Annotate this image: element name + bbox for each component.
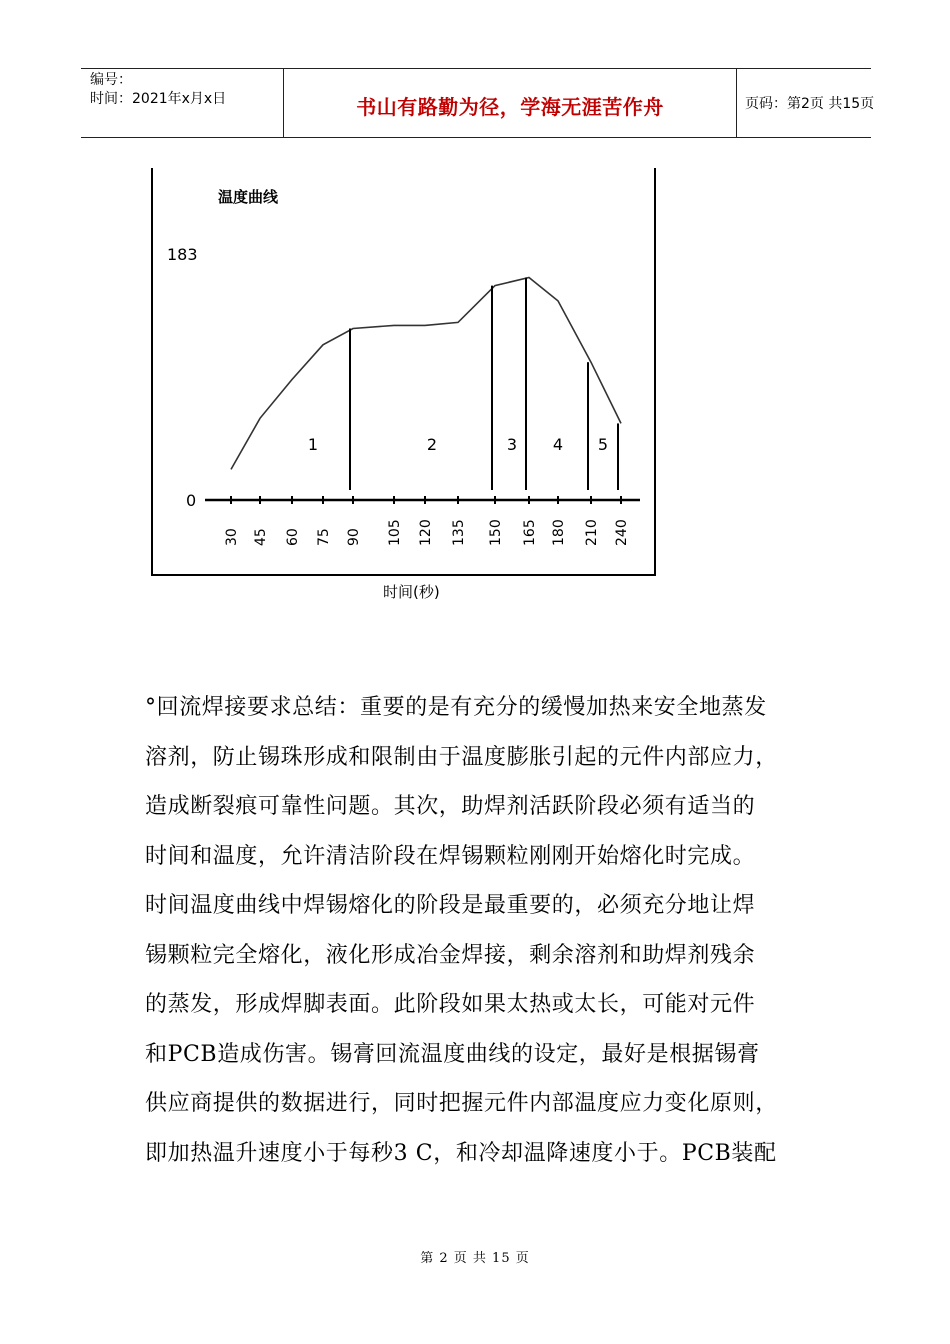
page-label: 页码：第2页 共15页 (745, 96, 875, 112)
zone-label: 5 (597, 435, 609, 454)
x-tick-label: 60 (285, 528, 301, 546)
y-tick-label: 183 (167, 245, 198, 264)
header-meta-cell (81, 69, 283, 137)
body-line: °回流焊接要求总结：重要的是有充分的缓慢加热来安全地蒸发 (145, 695, 767, 720)
x-axis-label: 时间(秒) (383, 583, 440, 601)
x-tick-label: 135 (451, 519, 467, 546)
body-line: 即加热温升速度小于每秒3 C，和冷却温降速度小于。PCB装配 (145, 1140, 777, 1166)
x-tick-label: 30 (224, 528, 240, 546)
temperature-profile-chart (140, 160, 670, 610)
zone-label: 2 (426, 435, 438, 454)
x-tick-label: 105 (387, 519, 403, 546)
time-label: 时间：2021年x月x日 (90, 91, 227, 107)
chart-svg (140, 160, 670, 610)
header-motto-cell (283, 69, 737, 137)
body-line: 锡颗粒完全熔化，液化形成冶金焊接，剩余溶剂和助焊剂残余 (145, 942, 756, 968)
zone-label: 1 (307, 435, 319, 454)
body-text (145, 683, 815, 1178)
zone-label: 3 (506, 435, 518, 454)
zone-label: 4 (552, 435, 564, 454)
x-tick-label: 45 (253, 528, 269, 546)
x-tick-label: 240 (614, 519, 630, 546)
page-footer: 第 2 页 共 15 页 (420, 1251, 530, 1266)
y-tick-label: 0 (186, 491, 197, 510)
chart-frame (152, 168, 655, 575)
number-label: 编号： (90, 72, 132, 88)
x-tick-label: 75 (316, 528, 332, 546)
x-tick-label: 90 (346, 528, 362, 546)
header-page-cell (736, 69, 875, 137)
body-line: 时间温度曲线中焊锡熔化的阶段是最重要的，必须充分地让焊 (145, 893, 756, 918)
body-line: 供应商提供的数据进行，同时把握元件内部温度应力变化原则， (145, 1091, 778, 1116)
x-tick-label: 120 (418, 519, 434, 546)
body-line: 的蒸发，形成焊脚表面。此阶段如果太热或太长，可能对元件 (145, 992, 756, 1017)
body-line: 溶剂，防止锡珠形成和限制由于温度膨胀引起的元件内部应力， (145, 744, 778, 770)
motto-text: 书山有路勤为径，学海无涯苦作舟 (356, 95, 664, 119)
x-tick-label: 210 (584, 519, 600, 546)
page-header (81, 68, 875, 138)
body-line: 造成断裂痕可靠性问题。其次，助焊剂活跃阶段必须有适当的 (145, 794, 756, 819)
body-line: 和PCB造成伤害。锡膏回流温度曲线的设定，最好是根据锡膏 (145, 1041, 760, 1067)
x-tick-label: 150 (488, 519, 504, 546)
x-tick-label: 165 (522, 519, 538, 546)
chart-title: 温度曲线 (218, 188, 279, 206)
body-line: 时间和温度，允许清洁阶段在焊锡颗粒刚刚开始熔化时完成。 (145, 843, 756, 869)
x-tick-label: 180 (551, 519, 567, 546)
